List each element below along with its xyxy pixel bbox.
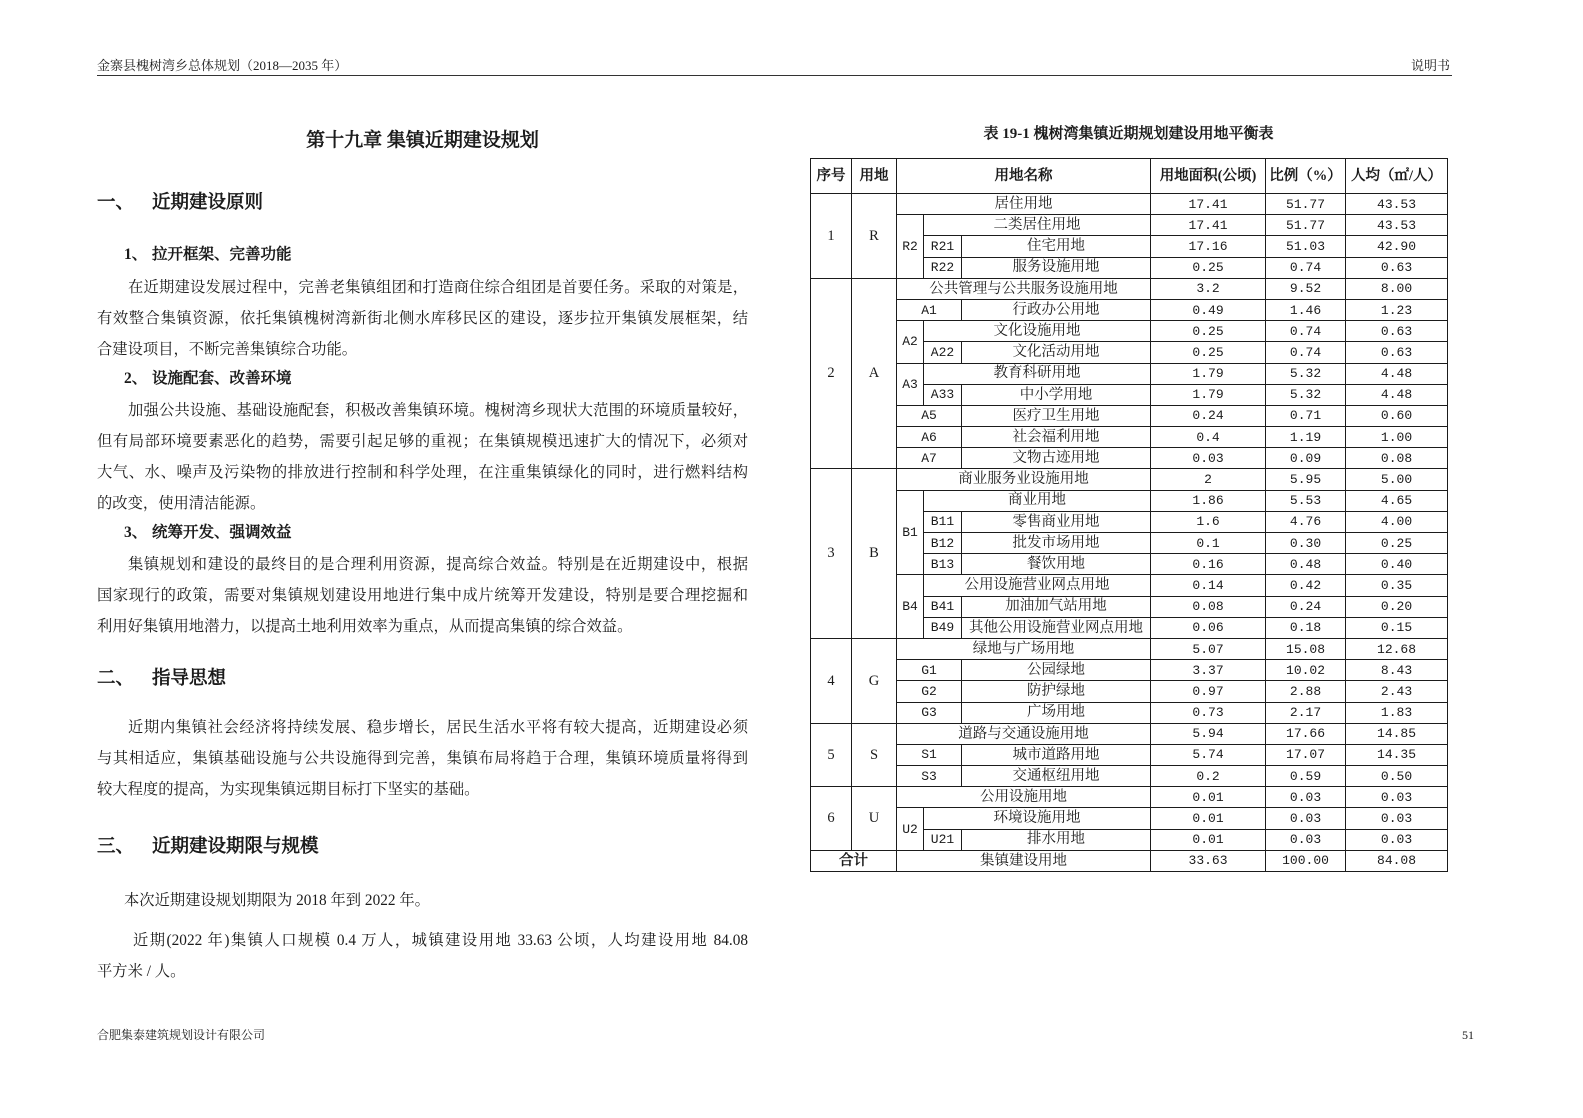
paragraph — [97, 272, 748, 365]
per-capita-cell: 1.83 — [1346, 702, 1448, 723]
ratio-cell: 5.32 — [1266, 363, 1346, 384]
per-capita-cell: 0.63 — [1346, 257, 1448, 278]
per-capita-cell: 0.03 — [1346, 829, 1448, 850]
text-line: 较大程度的提高，为实现集镇远期目标打下坚实的基础。 — [97, 781, 480, 798]
land-use-code: B11 — [924, 511, 962, 532]
land-use-name: 二类居住用地 — [924, 215, 1151, 236]
land-use-code: A6 — [897, 427, 962, 448]
ratio-cell: 100.00 — [1266, 850, 1346, 871]
text-line: 近期内集镇社会经济将持续发展、稳步增长，居民生活水平将有较大提高，近期建设必须 — [128, 719, 748, 736]
land-use-name: 服务设施用地 — [962, 257, 1151, 278]
per-capita-cell: 84.08 — [1346, 850, 1448, 871]
text-line: 有效整合集镇资源，依托集镇槐树湾新街北侧水库移民区的建设，逐步拉开集镇发展框架，结 — [97, 310, 748, 327]
land-use-code: R21 — [924, 236, 962, 257]
page-number: 51 — [1462, 1028, 1474, 1042]
table-title: 表 19-1 槐树湾集镇近期规划建设用地平衡表 — [983, 126, 1274, 142]
land-use-code: G1 — [897, 660, 962, 681]
text-line: 近期(2022 年)集镇人口规模 0.4 万人，城镇建设用地 33.63 公顷，人均建设用地 84.08 — [133, 932, 748, 949]
chapter-title: 第十九章 集镇近期建设规划 — [306, 130, 539, 151]
ratio-cell: 5.95 — [1266, 469, 1346, 490]
land-use-code: G2 — [897, 681, 962, 702]
area-cell: 17.41 — [1151, 215, 1266, 236]
land-use-code: U2 — [897, 808, 924, 850]
text-line: 国家现行的政策，需要对集镇规划建设用地进行集中成片统筹开发建设，特别是要合理挖掘和 — [97, 587, 748, 604]
table-row — [811, 448, 1448, 469]
ratio-cell: 17.66 — [1266, 723, 1346, 744]
table-row — [811, 363, 1448, 384]
land-use-name: 城市道路用地 — [962, 744, 1151, 765]
land-use-name: 文化设施用地 — [924, 321, 1151, 342]
table-row — [811, 321, 1448, 342]
land-use-code: B4 — [897, 575, 924, 639]
land-use-code: B1 — [897, 490, 924, 575]
table-row — [811, 808, 1448, 829]
land-use-name: 批发市场用地 — [962, 533, 1151, 554]
land-use-name: 住宅用地 — [962, 236, 1151, 257]
ratio-cell: 17.07 — [1266, 744, 1346, 765]
ratio-cell: 0.74 — [1266, 342, 1346, 363]
ratio-cell: 0.03 — [1266, 808, 1346, 829]
table-row — [811, 405, 1448, 426]
per-capita-cell: 12.68 — [1346, 638, 1448, 659]
table-row — [811, 766, 1448, 787]
land-use-name: 行政办公用地 — [962, 299, 1151, 320]
land-use-name: 环境设施用地 — [924, 808, 1151, 829]
group-land-code: U — [852, 787, 897, 851]
land-use-name: 公园绿地 — [962, 660, 1151, 681]
land-use-name: 公用设施用地 — [897, 787, 1151, 808]
area-cell: 0.25 — [1151, 257, 1266, 278]
group-land-code: B — [852, 469, 897, 639]
land-use-name: 零售商业用地 — [962, 511, 1151, 532]
per-capita-cell: 0.20 — [1346, 596, 1448, 617]
subsection-title: 统筹开发、强调效益 — [152, 524, 292, 541]
per-capita-cell: 0.03 — [1346, 787, 1448, 808]
paragraph — [97, 712, 748, 805]
area-cell: 0.01 — [1151, 808, 1266, 829]
text-line: 平方米 / 人。 — [97, 963, 186, 980]
per-capita-cell: 1.00 — [1346, 427, 1448, 448]
ratio-cell: 5.53 — [1266, 490, 1346, 511]
group-serial-number: 2 — [811, 278, 852, 469]
section-title: 指导思想 — [152, 669, 227, 689]
table-row — [811, 278, 1448, 299]
table-row — [811, 702, 1448, 723]
area-cell: 0.06 — [1151, 617, 1266, 638]
land-use-balance-table — [810, 158, 1448, 872]
area-cell: 3.2 — [1151, 278, 1266, 299]
per-capita-cell: 0.60 — [1346, 405, 1448, 426]
area-cell: 17.41 — [1151, 194, 1266, 215]
land-use-code: B41 — [924, 596, 962, 617]
area-cell: 5.94 — [1151, 723, 1266, 744]
group-serial-number: 3 — [811, 469, 852, 639]
area-cell: 0.25 — [1151, 321, 1266, 342]
ratio-cell: 0.09 — [1266, 448, 1346, 469]
group-land-code: G — [852, 638, 897, 723]
ratio-cell: 0.03 — [1266, 787, 1346, 808]
land-use-name: 公用设施营业网点用地 — [924, 575, 1151, 596]
section-number: 二、 — [97, 669, 135, 689]
land-use-name: 文化活动用地 — [962, 342, 1151, 363]
land-use-name: 社会福利用地 — [962, 427, 1151, 448]
ratio-cell: 0.74 — [1266, 321, 1346, 342]
land-use-code: U21 — [924, 829, 962, 850]
header-area: 用地面积(公顷) — [1151, 159, 1266, 194]
area-cell: 0.1 — [1151, 533, 1266, 554]
per-capita-cell: 0.50 — [1346, 766, 1448, 787]
ratio-cell: 10.02 — [1266, 660, 1346, 681]
area-cell: 1.6 — [1151, 511, 1266, 532]
per-capita-cell: 0.63 — [1346, 321, 1448, 342]
land-use-name: 集镇建设用地 — [897, 850, 1151, 871]
area-cell: 0.97 — [1151, 681, 1266, 702]
land-use-code: A7 — [897, 448, 962, 469]
table-header-row — [811, 159, 1448, 194]
land-use-code: A1 — [897, 299, 962, 320]
table-row — [811, 744, 1448, 765]
land-use-name: 排水用地 — [962, 829, 1151, 850]
land-use-name: 医疗卫生用地 — [962, 405, 1151, 426]
footer-company: 合肥集泰建筑规划设计有限公司 — [97, 1028, 266, 1042]
per-capita-cell: 0.25 — [1346, 533, 1448, 554]
table-row — [811, 215, 1448, 236]
header-per-capita: 人均（㎡/人） — [1346, 159, 1448, 194]
ratio-cell: 0.42 — [1266, 575, 1346, 596]
ratio-cell: 51.77 — [1266, 215, 1346, 236]
area-cell: 33.63 — [1151, 850, 1266, 871]
header-divider — [97, 75, 1452, 76]
ratio-cell: 4.76 — [1266, 511, 1346, 532]
ratio-cell: 5.32 — [1266, 384, 1346, 405]
per-capita-cell: 14.85 — [1346, 723, 1448, 744]
ratio-cell: 1.19 — [1266, 427, 1346, 448]
group-serial-number: 6 — [811, 787, 852, 851]
table-row — [811, 194, 1448, 215]
land-use-code: B12 — [924, 533, 962, 554]
per-capita-cell: 8.43 — [1346, 660, 1448, 681]
table-row — [811, 469, 1448, 490]
per-capita-cell: 0.35 — [1346, 575, 1448, 596]
section-heading — [97, 664, 226, 694]
table-row — [811, 575, 1448, 596]
land-use-code: S3 — [897, 766, 962, 787]
ratio-cell: 51.03 — [1266, 236, 1346, 257]
land-use-name: 居住用地 — [897, 194, 1151, 215]
table-row — [811, 787, 1448, 808]
subsection-heading — [124, 364, 292, 394]
subsection-heading — [124, 240, 292, 270]
text-line: 但有局部环境要素恶化的趋势，需要引起足够的重视；在集镇规模迅速扩大的情况下，必须对 — [97, 433, 748, 450]
subsection-number: 2、 — [124, 370, 148, 387]
section-heading — [97, 188, 263, 218]
area-cell: 0.01 — [1151, 829, 1266, 850]
ratio-cell: 0.30 — [1266, 533, 1346, 554]
per-capita-cell: 0.03 — [1346, 808, 1448, 829]
per-capita-cell: 1.23 — [1346, 299, 1448, 320]
ratio-cell: 2.17 — [1266, 702, 1346, 723]
table-body — [811, 194, 1448, 872]
area-cell: 2 — [1151, 469, 1266, 490]
land-use-name: 加油加气站用地 — [962, 596, 1151, 617]
table-row — [811, 660, 1448, 681]
area-cell: 0.24 — [1151, 405, 1266, 426]
subsection-heading — [124, 518, 292, 548]
per-capita-cell: 4.00 — [1346, 511, 1448, 532]
ratio-cell: 2.88 — [1266, 681, 1346, 702]
per-capita-cell: 0.08 — [1346, 448, 1448, 469]
ratio-cell: 0.18 — [1266, 617, 1346, 638]
total-label: 合计 — [811, 850, 897, 871]
land-use-name: 广场用地 — [962, 702, 1151, 723]
area-cell: 1.79 — [1151, 384, 1266, 405]
text-line: 大气、水、噪声及污染物的排放进行控制和科学处理，在注重集镇绿化的同时，进行燃料结构 — [97, 464, 748, 481]
land-use-name: 公共管理与公共服务设施用地 — [897, 278, 1151, 299]
land-use-code: A33 — [924, 384, 962, 405]
table-row — [811, 299, 1448, 320]
land-use-code: B13 — [924, 554, 962, 575]
land-use-code: A3 — [897, 363, 924, 405]
section-title: 近期建设期限与规模 — [152, 837, 319, 857]
ratio-cell: 15.08 — [1266, 638, 1346, 659]
per-capita-cell: 43.53 — [1346, 215, 1448, 236]
land-use-name: 餐饮用地 — [962, 554, 1151, 575]
ratio-cell: 9.52 — [1266, 278, 1346, 299]
land-use-code: A22 — [924, 342, 962, 363]
per-capita-cell: 0.40 — [1346, 554, 1448, 575]
section-number: 三、 — [97, 837, 135, 857]
ratio-cell: 0.74 — [1266, 257, 1346, 278]
area-cell: 5.74 — [1151, 744, 1266, 765]
land-use-name: 商业服务业设施用地 — [897, 469, 1151, 490]
subsection-title: 设施配套、改善环境 — [152, 370, 292, 387]
ratio-cell: 0.59 — [1266, 766, 1346, 787]
paragraph — [97, 395, 748, 519]
table-row — [811, 490, 1448, 511]
per-capita-cell: 4.48 — [1346, 384, 1448, 405]
per-capita-cell: 4.48 — [1346, 363, 1448, 384]
land-use-name: 绿地与广场用地 — [897, 638, 1151, 659]
text-line: 与其相适应，集镇基础设施与公共设施得到完善，集镇布局将趋于合理，集镇环境质量将得到 — [97, 750, 748, 767]
land-use-code: S1 — [897, 744, 962, 765]
section-heading — [97, 832, 319, 862]
paragraph — [97, 885, 748, 916]
paragraph — [97, 549, 748, 642]
land-use-name: 交通枢纽用地 — [962, 766, 1151, 787]
text-line: 集镇规划和建设的最终目的是合理利用资源，提高综合效益。特别是在近期建设中，根据 — [128, 556, 748, 573]
per-capita-cell: 42.90 — [1346, 236, 1448, 257]
area-cell: 0.08 — [1151, 596, 1266, 617]
area-cell: 0.49 — [1151, 299, 1266, 320]
per-capita-cell: 0.63 — [1346, 342, 1448, 363]
ratio-cell: 0.24 — [1266, 596, 1346, 617]
text-line: 在近期建设发展过程中，完善老集镇组团和打造商住综合组团是首要任务。采取的对策是， — [128, 279, 748, 296]
land-use-name: 文物古迹用地 — [962, 448, 1151, 469]
group-serial-number: 4 — [811, 638, 852, 723]
area-cell: 17.16 — [1151, 236, 1266, 257]
land-use-code: A2 — [897, 321, 924, 363]
header-serial-number: 序号 — [811, 159, 852, 194]
land-use-code: R22 — [924, 257, 962, 278]
per-capita-cell: 5.00 — [1346, 469, 1448, 490]
per-capita-cell: 0.15 — [1346, 617, 1448, 638]
land-use-code: B49 — [924, 617, 962, 638]
section-title: 近期建设原则 — [152, 193, 264, 213]
land-use-code: G3 — [897, 702, 962, 723]
area-cell: 0.01 — [1151, 787, 1266, 808]
area-cell: 0.14 — [1151, 575, 1266, 596]
ratio-cell: 0.48 — [1266, 554, 1346, 575]
per-capita-cell: 43.53 — [1346, 194, 1448, 215]
land-use-name: 中小学用地 — [962, 384, 1151, 405]
subsection-number: 1、 — [124, 246, 148, 263]
table-total-row — [811, 850, 1448, 871]
table-row — [811, 681, 1448, 702]
header-land-use: 用地 — [852, 159, 897, 194]
section-number: 一、 — [97, 193, 135, 213]
area-cell: 0.16 — [1151, 554, 1266, 575]
per-capita-cell: 8.00 — [1346, 278, 1448, 299]
running-header-title: 金寨县槐树湾乡总体规划（2018—2035 年） — [97, 58, 348, 73]
group-land-code: A — [852, 278, 897, 469]
area-cell: 0.4 — [1151, 427, 1266, 448]
land-use-name: 其他公用设施营业网点用地 — [962, 617, 1151, 638]
land-use-code: R2 — [897, 215, 924, 279]
ratio-cell: 0.03 — [1266, 829, 1346, 850]
text-line: 合建设项目，不断完善集镇综合功能。 — [97, 341, 358, 358]
land-use-name: 道路与交通设施用地 — [897, 723, 1151, 744]
text-line: 的改变，使用清洁能源。 — [97, 495, 266, 512]
text-line: 本次近期建设规划期限为 2018 年到 2022 年。 — [124, 892, 430, 909]
group-land-code: R — [852, 194, 897, 279]
per-capita-cell: 4.65 — [1346, 490, 1448, 511]
subsection-number: 3、 — [124, 524, 148, 541]
land-use-name: 教育科研用地 — [924, 363, 1151, 384]
running-header-doc-type: 说明书 — [1410, 58, 1450, 73]
land-use-code: A5 — [897, 405, 962, 426]
text-line: 利用好集镇用地潜力，以提高土地利用效率为重点，从而提高集镇的综合效益。 — [97, 618, 633, 635]
subsection-title: 拉开框架、完善功能 — [152, 246, 292, 263]
ratio-cell: 1.46 — [1266, 299, 1346, 320]
ratio-cell: 0.71 — [1266, 405, 1346, 426]
area-cell: 1.79 — [1151, 363, 1266, 384]
group-serial-number: 5 — [811, 723, 852, 787]
header-ratio: 比例（%） — [1266, 159, 1346, 194]
area-cell: 0.03 — [1151, 448, 1266, 469]
table-row — [811, 427, 1448, 448]
group-serial-number: 1 — [811, 194, 852, 279]
per-capita-cell: 2.43 — [1346, 681, 1448, 702]
land-use-name: 防护绿地 — [962, 681, 1151, 702]
per-capita-cell: 14.35 — [1346, 744, 1448, 765]
area-cell: 0.73 — [1151, 702, 1266, 723]
area-cell: 0.25 — [1151, 342, 1266, 363]
area-cell: 0.2 — [1151, 766, 1266, 787]
text-line: 加强公共设施、基础设施配套，积极改善集镇环境。槐树湾乡现状大范围的环境质量较好， — [128, 402, 748, 419]
table-row — [811, 723, 1448, 744]
land-use-name: 商业用地 — [924, 490, 1151, 511]
header-land-use-name: 用地名称 — [897, 159, 1151, 194]
area-cell: 1.86 — [1151, 490, 1266, 511]
area-cell: 3.37 — [1151, 660, 1266, 681]
group-land-code: S — [852, 723, 897, 787]
paragraph — [97, 925, 748, 987]
table-row — [811, 638, 1448, 659]
area-cell: 5.07 — [1151, 638, 1266, 659]
ratio-cell: 51.77 — [1266, 194, 1346, 215]
